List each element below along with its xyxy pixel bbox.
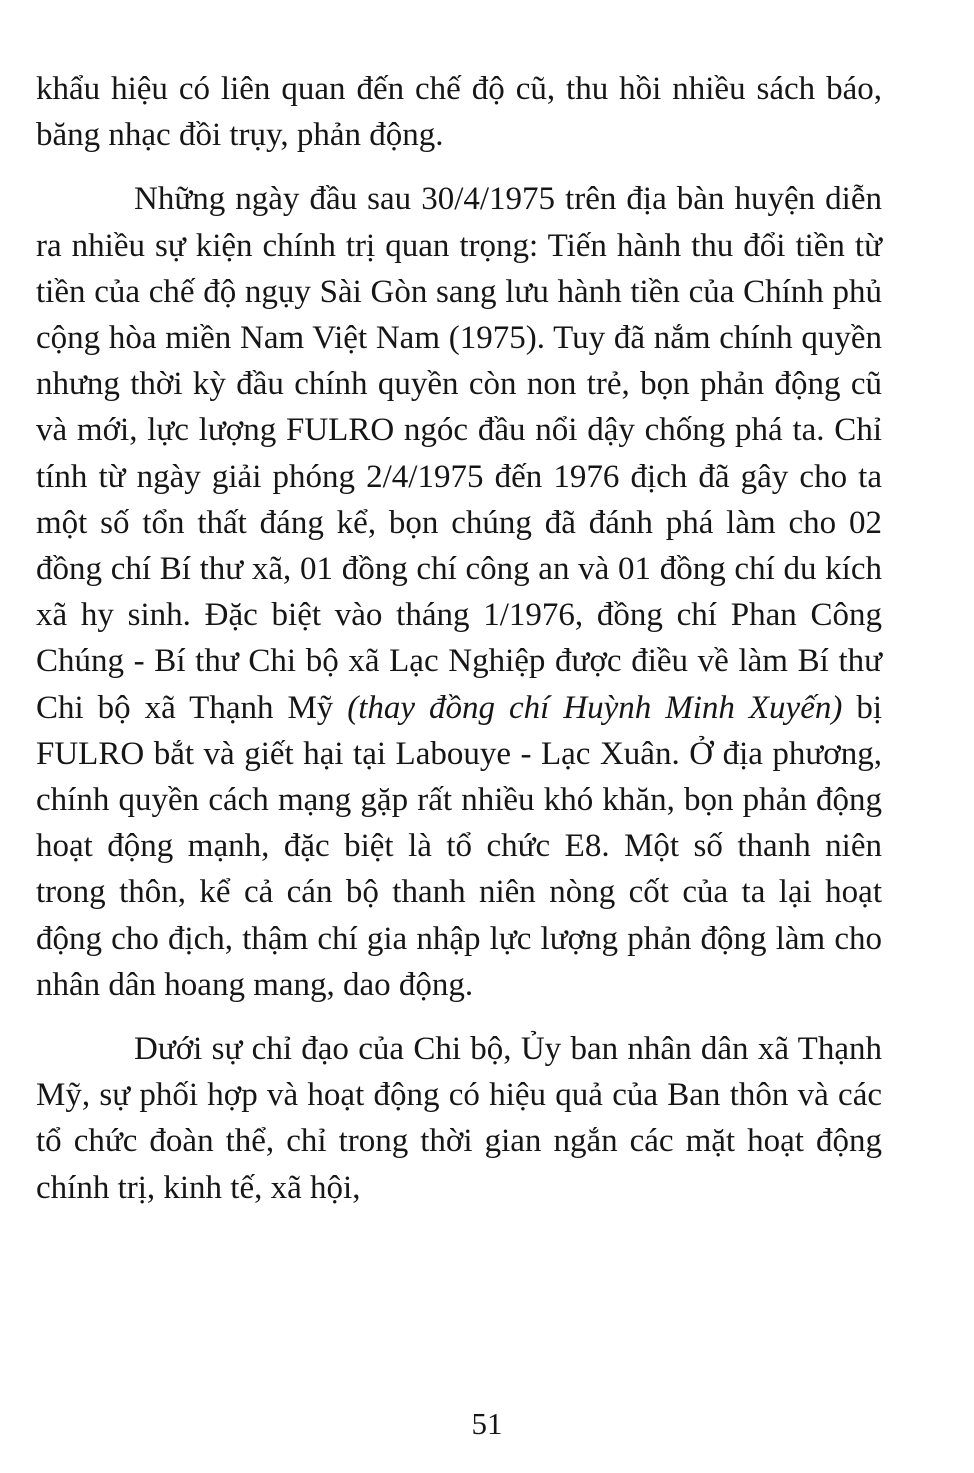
body-text (36, 66, 882, 1211)
paragraph-2-italic-note: (thay đồng chí Huỳnh Minh Xuyến) (347, 689, 843, 726)
paragraph-3 (36, 1026, 882, 1211)
paragraph-2-continuation: bị FULRO bắt và giết hại tại Labouye - Lạc Xuân. Ở địa phương, chính quyền cách mạng gặp rất nhiều khó khăn, bọn phản động hoạt động mạnh, đặc biệt là tổ chức E8. Một số thanh niên trong thôn, kể cả cán bộ thanh niên nòng cốt của ta lại hoạt động cho địch, thậm chí gia nhập lực lượng phản động làm cho nhân dân hoang mang, dao động. (36, 689, 882, 1003)
paragraph-3-text: Dưới sự chỉ đạo của Chi bộ, Ủy ban nhân dân xã Thạnh Mỹ, sự phối hợp và hoạt động có hiệu quả của Ban thôn và các tổ chức đoàn thể, chỉ trong thời gian ngắn các mặt hoạt động chính trị, kinh tế, xã hội, (36, 1031, 882, 1206)
paragraph-2-text: Những ngày đầu sau 30/4/1975 trên địa bàn huyện diễn ra nhiều sự kiện chính trị quan trọng: Tiến hành thu đổi tiền từ tiền của chế độ ngụy Sài Gòn sang lưu hành tiền của Chính phủ cộng hòa miền Nam Việt Nam (1975). Tuy đã nắm chính quyền nhưng thời kỳ đầu chính quyền còn non trẻ, bọn phản động cũ và mới, lực lượng FULRO ngóc đầu nổi dậy chống phá ta. Chỉ tính từ ngày giải phóng 2/4/1975 đến 1976 địch đã gây cho ta một số tổn thất đáng kể, bọn chúng đã đánh phá làm cho 02 đồng chí Bí thư xã, 01 đồng chí công an và 01 đồng chí du kích xã hy sinh. Đặc biệt vào tháng 1/1976, đồng chí Phan Công Chúng - Bí thư Chi bộ xã Lạc Nghiệp được điều về làm Bí thư Chi bộ xã Thạnh Mỹ (36, 181, 882, 726)
paragraph-1 (36, 66, 882, 158)
paragraph-2 (36, 176, 882, 1008)
page-number: 51 (471, 1406, 503, 1441)
paragraph-1-text: khẩu hiệu có liên quan đến chế độ cũ, thu hồi nhiều sách báo, băng nhạc đồi trụy, phản động. (36, 71, 882, 154)
